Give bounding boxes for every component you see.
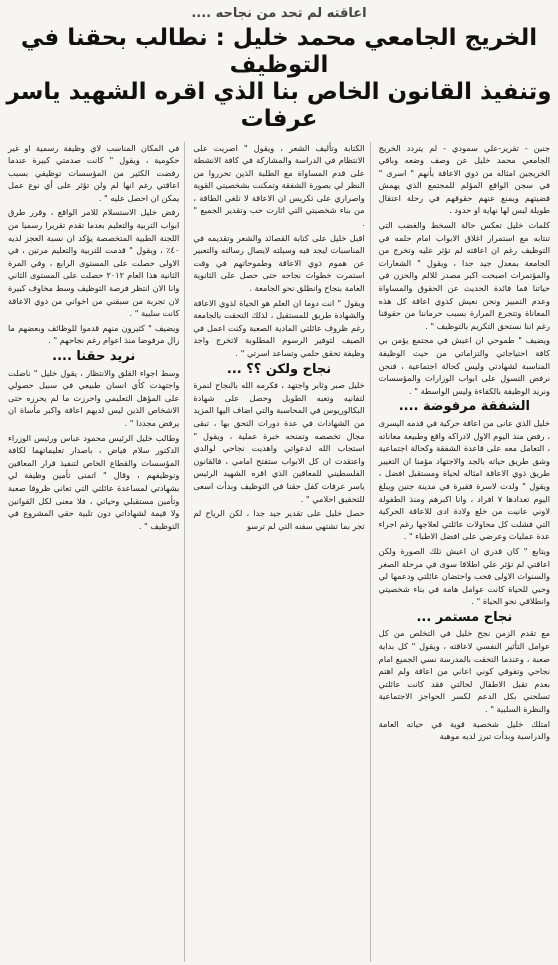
- paragraph: امتلك خليل شخصية قوية في حياته العامة والدراسية وبدأت تبرز لديه موهبة: [378, 718, 550, 742]
- paragraph: ويضيف " كثيرون منهم قدموا للوظائف وبعضهم ما زال مرفوضا منذ اعوام رغم نجاحهم " .: [8, 322, 180, 346]
- section-subheading: نجاح ولكن ؟؟ ...: [226, 361, 332, 377]
- article-body: [6, 142, 552, 962]
- paragraph: جنين - تقرير-علي سمودي - لم يتردد الخريج الجامعي محمد خليل عن وصف وضعه وباقي الخريجين امثاله من ذوي الاعاقة بأنهم " اسرى " في سجن الواقع المؤلم للمجتمع الذي يهمش قضيتهم ويمنع عنهم حقوقهم في رحلة اعتقال طويلة ليس لها نهاية او حدود .: [378, 142, 550, 216]
- section-subheading: الشفقة مرفوضة ....: [398, 399, 530, 415]
- paragraph: الكتابة وتأليف الشعر ، ويقول " اصريت على الانتظام في الدراسة والمشاركة في كافة الانشطة على قدم المساواة مع الطلبة الذين تحرروا من النظر لي بصورة الشفقة وتمكنت بشخصيتي القوية واصراري على تكريس ان الاعاقة لا تلغي الطاقة ، من بناء شخصيتي التي اثارت حب وتقدير الجميع " .: [193, 142, 365, 229]
- paragraph: مع تقدم الزمن نجح خليل في التخلص من كل عوامل التأثير النفسي لاعاقته ، ويقول " كل بداية صعبة ، وعندما التحقت بالمدرسة نسي الجميع امام نجاحي وتفوقي كوني اعاني من اعاقة ولم اهتم بعدم تقبل الاطفال لحالتي فقد كانت عائلتي تسلحني بكل الدعم لكسر الحواجز الاجتماعية والنظرة السلبية " .: [378, 628, 550, 715]
- paragraph: وطالب خليل الرئيس محمود عباس ورئيس الوزراء الدكتور سلام فياض ، باصدار تعليماتهما لكافة المؤسسات والقطاع الخاص لتنفيذ قرار المعاقين وتوظيفهم ، وقال " اتمنى تأمين وظيفة لي بشهادتي لمساعدة عائلتي التي تعاني ظروفا صعبة وتأمين مستقبلي وحياتي ، فلا معنى لكل القوانين ولا قيمة لشهاداتي دون تلبية حقي المشروع في التوظيف " .: [8, 432, 180, 531]
- paragraph: ويقول " انت دوما ان العلم هو الحياة لذوي الاعاقة والشهادة طريق للمستقبل ، لذلك التحقت بالجامعة رغم ظروف عائلتي المادية الصعبة وكنت اعمل في الصيف لتوفير الرسوم المطلوبة لاتخرج واجد وظيفة تحقق حلمي وتساعد اسرتي " .: [193, 297, 365, 358]
- paragraph: في المكان المناسب لاي وظيفة رسمية او غير حكومية ، ويقول " كانت صدمتي كبيرة عندما رفضت الكثير من المؤسسات توظيفي بسبب اعاقتي رغم انها لم ولن تؤثر على أي نوع عمل يمكن ان احصل عليه " .: [8, 142, 180, 203]
- paragraph: خليل صبر وثابر واجتهد ، فكرمه الله بالنجاح لنمرة لتفانيه وتعبه الطويل وحصل على شهادة البكالوريوس في المحاسبة والتي اضاف اليها المزيد من الشهادات في عدة دورات التحق بها ، تبقى مجال تخصصه وتمنحه خبرة عملية ، ويقول " استجاب الله لدعواتي واهديت نجاحي لوالدي واعتقدت ان كل الابواب ستفتح امامي ، فالقانون الفلسطيني للمعاقين الذي اقره الشهيد الرئيس ياسر عرفات كفل حقنا في التوظيف وبدأت اسعى للتحقيق احلامي " .: [193, 380, 365, 504]
- paragraph: ويضيف " طموحي ان اعيش في مجتمع يؤمن بي كافة احتياجاتي والتزاماتي من حيث الوظيفة المناسبة لشهادتي وليس كحالة اجتماعية ، فنحن نرفض التسول على ابواب الوزارات والمؤسسات ونريد الوظيفة بالكفاءة وليس الواسطة " .: [378, 335, 550, 396]
- section-subheading: نجاح مستمر ...: [416, 609, 513, 625]
- column-3: [6, 142, 185, 962]
- paragraph: كلمات خليل تعكس حالة السخط والغضب التي تنتابه مع استمرار اغلاق الابواب امام حلمه في التوظيف رغم ان اعاقته لم تؤثر عليه وتخرج من الجامعة بمعدل جيد جدا ، ويقول " الشعارات والمؤتمرات اصبحت اكبر مصدر للالم والحزن في حياتنا فما فائدة الحديث عن الحقوق والمساواة وعدم التمييز ونحن نعيش كذوي اعاقة كل هذه المعاناة وتتجرع المرارة بسبب حرماننا من حقوقنا رغم اننا نستحق التكريم بالتوظيف " .: [378, 220, 550, 331]
- paragraph: اقبل خليل على كتابة القصائد والشعر وتقديمه في المناسبات ليجد فيه وسيلته لايصال رسالته والتعبير عن هموم ذوي الاعاقة وطموحاتهم في وقت استمرت خطوات نجاحه حتى حصل على الثانوية العامة بنجاح وانطلق نحو الجامعة .: [193, 232, 365, 294]
- section-subheading: نريد حقنا ....: [52, 349, 136, 364]
- paragraph: خليل الذي عانى من اعاقة حركية في قدمه اليسرى ، رفض منذ اليوم الاول لادراكه واقع وطبيعة معاناته ، التعامل معه على قاعدة الشفقة وكحالة اجتماعية وشق طريق حياته بالجد والاجتهاد مؤمنا ان التغيير طريق ذوي الاعاقة امثاله لحياة ومستقبل افضل ، ويقول " ولدت لاسرة فقيرة في مدينة جنين ويبلغ اليوم تعدادها ٧ افراد ، وانا اكبرهم ومنذ الطفولة لاوني عانيت من خلع ولادة ادى للاعاقة الحركية التي فشلت كل محاولات عائلتي لعلاجها رغم اجراء عدة عمليات وعرضي على افضل الاطباء " .: [378, 417, 550, 542]
- paragraph: رفض خليل الاستسلام للامر الواقع ، وقرر طرق ابواب التربية والتعليم بعدما تقدم تقريرا رسميا من اللجنة الطبية المتخصصة يؤكد ان نسبة العجز لديه ٤٠٪ ، ويقول " قدمت للتربية والتعليم مرتين ، في الاولى حصلت على المستوى الرابع ، وفي المرة الثانية هذا العام ٢٠١٢ حصلت على المستوى الثاني وانا الان انتظر فرصة التوظيف وسط مخاوف كبيرة لان تجربة من سبقني من اخواني من ذوي الاعاقة كانت سلبية " .: [8, 207, 180, 319]
- paragraph: حصل خليل على تقدير جيد جدا ، لكن الرياح لم تجر بما تشتهي سفنه التي لم ترسو: [193, 508, 365, 531]
- paragraph: ويتابع " كان قدري ان اعيش تلك الصورة ولكن اعاقتي لم تؤثر علي اطلاقا سوى في مرحلة الصغر والسنوات الاولى فحب واحتضان عائلتي ودعمها لي وحبي للحياة كانت عوامل هامة في بناء شخصيتي وانطلاقي نحو الحياة " .: [378, 545, 550, 607]
- article-headline: [6, 25, 552, 134]
- paragraph: وسط اجواء القلق والانتظار ، يقول خليل " ناضلت واجتهدت كأي انسان طبيعي في سبيل حصولي على المؤهل التعليمي واحرزت ما لم يحرزه حتى الاشخاص الذين ليس لديهم اعاقة واكبر مأساة ان يرفض مجددا " .: [8, 367, 180, 428]
- column-2: [191, 142, 370, 962]
- article-kicker: اعاقته لم تحد من نجاحه ....: [191, 6, 367, 21]
- headline-line-1: الخريج الجامعي محمد خليل : نطالب بحقنا في التوظيف: [20, 25, 538, 79]
- headline-line-2: وتنفيذ القانون الخاص بنا الذي اقره الشهيد ياسر عرفات: [6, 79, 552, 133]
- column-1: [377, 142, 552, 962]
